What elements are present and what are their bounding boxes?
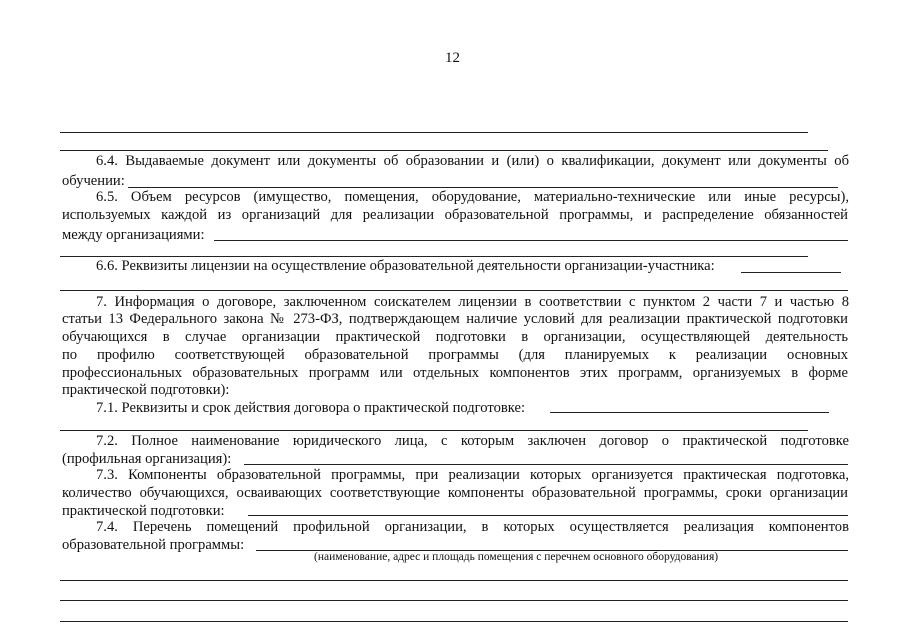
blank-line [60,430,808,431]
item-7-line3: обучающихся в случае организации практической подготовки в организации, осуществляющей деятельность [62,329,848,345]
item-6-6: 6.6. Реквизиты лицензии на осуществление образовательной деятельности организации-участника: [96,258,715,274]
item-7-4-line1: 7.4. Перечень помещений профильной организации, в которых осуществляется реализация компонентов [96,519,849,535]
blank-line [60,150,828,151]
page-number: 12 [445,50,460,66]
item-7-line4: по профилю соответствующей образовательной программы (для планируемых к реализации основных [62,347,848,363]
item-7-4-line2: образовательной программы: [62,537,245,553]
item-7-line2: статьи 13 Федерального закона № 273-ФЗ, подтверждающем наличие условий для реализации практической подготовки [62,311,848,327]
fill-line-7-2[interactable] [244,464,848,465]
blank-line [60,132,808,133]
fill-line-6-5[interactable] [214,240,848,241]
item-7-line1: 7. Информация о договоре, заключенном соискателем лицензии в соответствии с пунктом 2 части 7 и частью 8 [96,294,849,310]
item-7-line6: практической подготовки): [62,382,230,398]
item-7-2-line1: 7.2. Полное наименование юридического лица, с которым заключен договор о практической подготовке [96,433,849,449]
item-6-4-line2: обучении: [62,173,125,189]
blank-line [60,621,848,622]
item-7-1: 7.1. Реквизиты и срок действия договора о практической подготовке: [96,400,526,416]
item-7-4-caption: (наименование, адрес и площадь помещения с перечнем основного оборудования) [314,551,719,563]
fill-line-7-1[interactable] [550,412,829,413]
blank-line [60,600,848,601]
item-6-5-line2: используемых каждой из организаций для реализации образовательной программы, и распределение обязанностей [62,207,848,223]
item-7-2-line2: (профильная организация): [62,451,232,467]
item-7-3-line1: 7.3. Компоненты образовательной программы, при реализации которых организуется практическая подготовка, [96,467,849,483]
item-6-4-line1: 6.4. Выдаваемые документ или документы об образовании и (или) о квалификации, документ или документы об [96,153,849,169]
blank-line [60,580,848,581]
item-6-5-line1: 6.5. Объем ресурсов (имущество, помещения, оборудование, материально-технические или иные ресурсы), [96,189,849,205]
item-7-3-line3: практической подготовки: [62,503,225,519]
item-7-3-line2: количество обучающихся, осваивающих соответствующие компоненты образовательной программы, сроки организации [62,485,848,501]
item-7-line5: профессиональных образовательных программ или отдельных компонентов этих программ, организуемых в форме [62,365,848,381]
fill-line-6-6[interactable] [741,272,841,273]
item-6-5-line3: между организациями: [62,227,205,243]
blank-line [60,290,848,291]
fill-line-7-3[interactable] [248,515,848,516]
